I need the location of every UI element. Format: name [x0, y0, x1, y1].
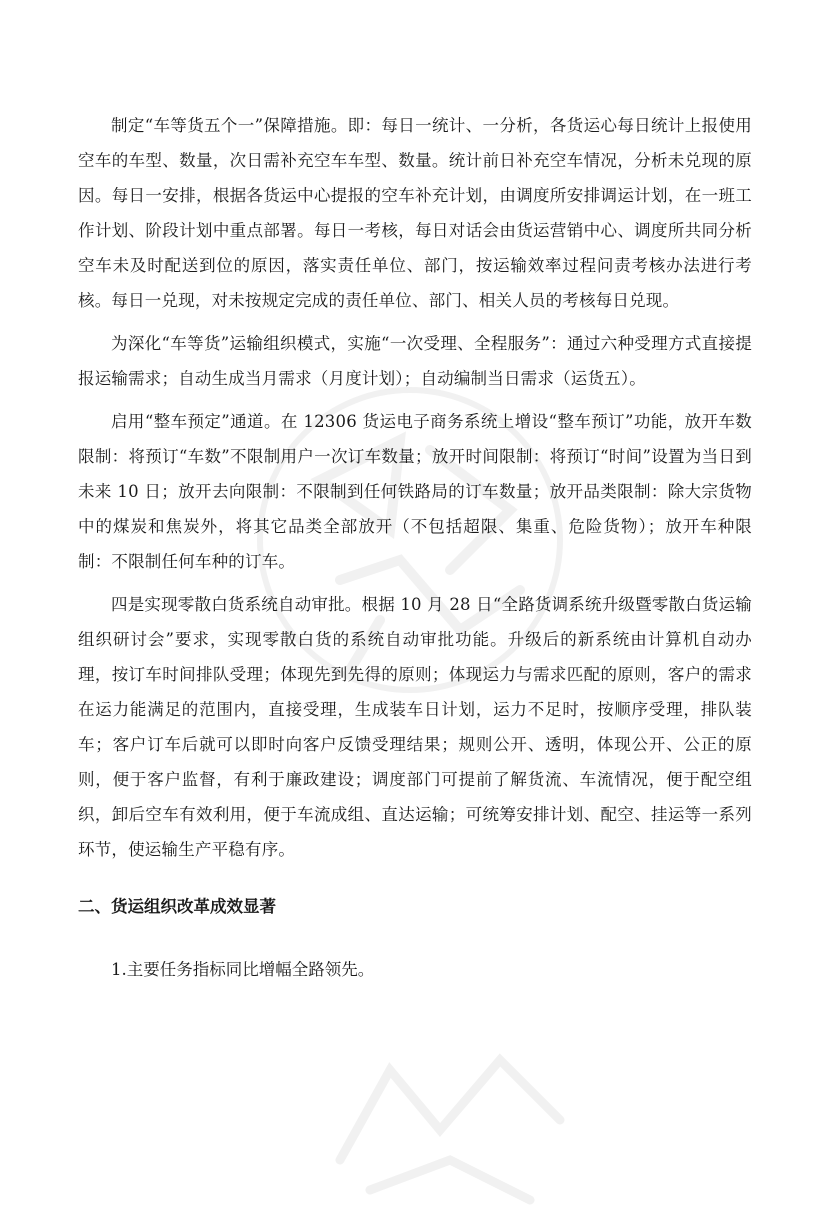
document-body — [78, 108, 752, 987]
section-heading: 二、货运组织改革成效显著 — [78, 897, 276, 916]
list-item: 1.主要任务指标同比增幅全路领先。 — [111, 960, 375, 979]
paragraph-five-ones: 制定“车等货五个一”保障措施。即：每日一统计、一分析，各货运心每日统计上报使用空车的车型、数量，次日需补充空车车型、数量。统计前日补充空车情况，分析未兑现的原因。每日一安排，根据各货运中心提报的空车补充计划，由调度所安排调运计划，在一班工作计划、阶段计划中重点部署。每日一考核，每日对话会由货运营销中心、调度所共同分析空车未及时配送到位的原因，落实责任单位、部门，按运输效率过程问责考核办法进行考核。每日一兑现，对未按规定完成的责任单位、部门、相关人员的考核每日兑现。 — [78, 116, 752, 310]
watermark-stamp-icon-bottom — [300, 1010, 600, 1210]
paragraph-wagon-booking: 启用“整车预定”通道。在 12306 货运电子商务系统上增设“整车预订”功能，放开车数限制：将预订“车数”不限制用户一次订车数量；放开时间限制：将预订“时间”设置为当日到未来 10 日；放开去向限制：不限制到任何铁路局的订车数量；放开品类限制：除大宗货物中的煤炭和焦炭外，将其它品类全部放开（不包括超限、集重、危险货物）；放开车种限制：不限制任何车种的订车。 — [78, 412, 752, 571]
paragraph-one-stop-service: 为深化“车等货”运输组织模式，实施“一次受理、全程服务”：通过六种受理方式直接提报运输需求；自动生成当月需求（月度计划）；自动编制当日需求（运货五）。 — [78, 334, 752, 388]
paragraph-auto-approval: 四是实现零散白货系统自动审批。根据 10 月 28 日“全路货调系统升级暨零散白货运输组织研讨会”要求，实现零散白货的系统自动审批功能。升级后的新系统由计算机自动办理，按订车时间排队受理；体现先到先得的原则；体现运力与需求匹配的原则，客户的需求在运力能满足的范围内，直接受理，生成装车日计划，运力不足时，按顺序受理，排队装车；客户订车后就可以即时向客户反馈受理结果；规则公开、透明，体现公开、公正的原则，便于客户监督，有利于廉政建设；调度部门可提前了解货流、车流情况，便于配空组织，卸后空车有效利用，便于车流成组、直达运输；可统筹安排计划、配空、挂运等一系列环节，使运输生产平稳有序。 — [78, 595, 753, 859]
